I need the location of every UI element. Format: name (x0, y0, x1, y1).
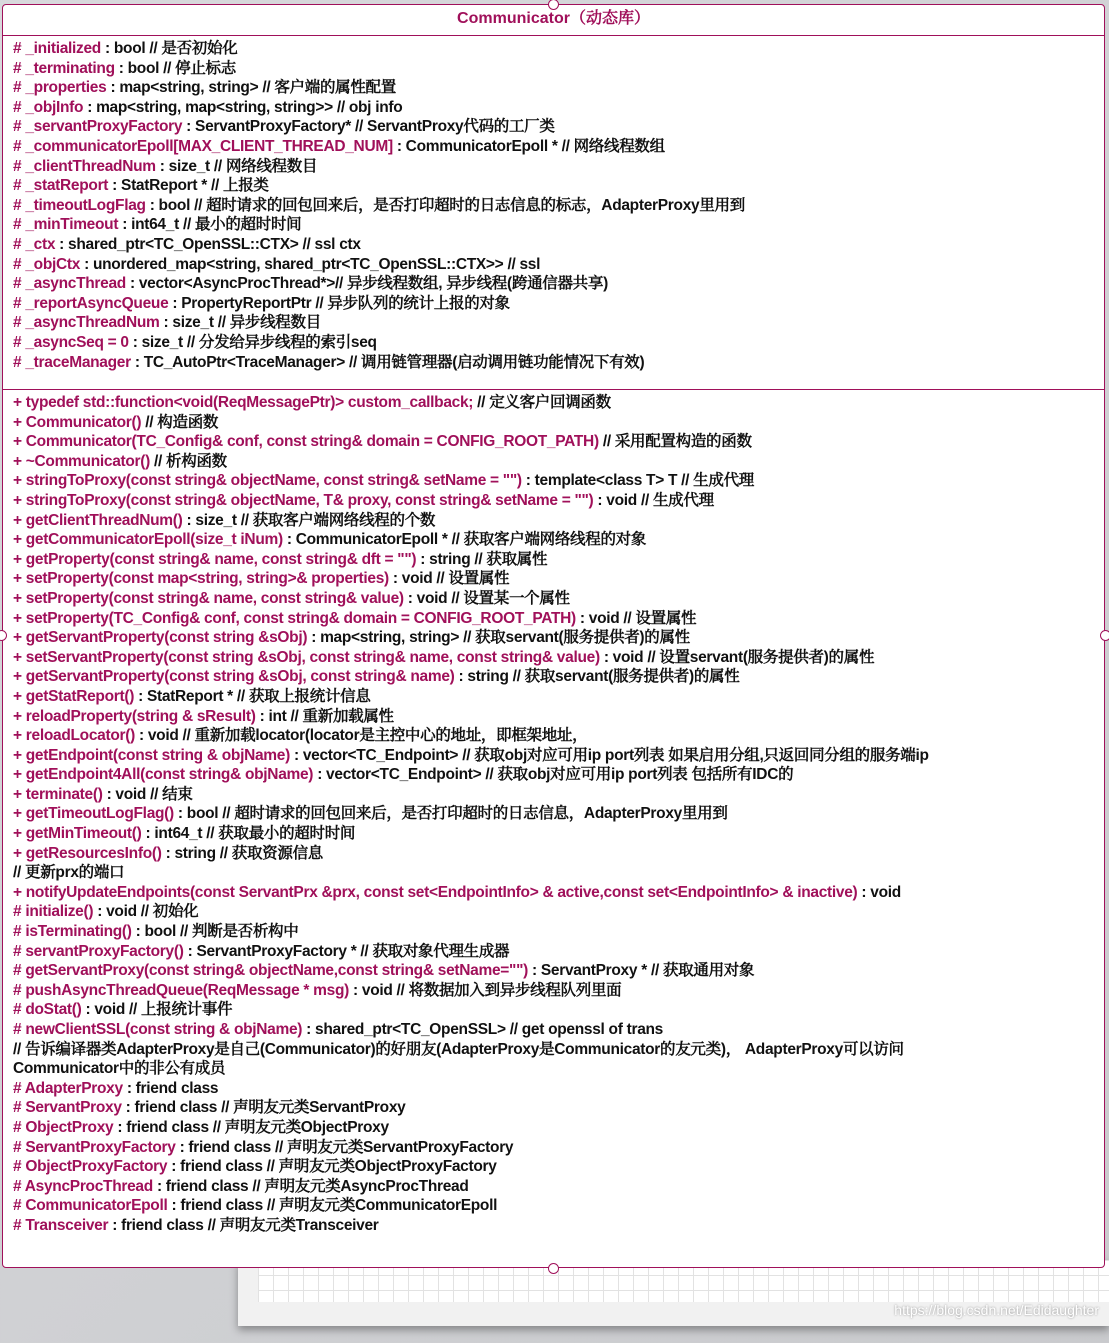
visibility-marker: + (13, 648, 26, 666)
operation-row[interactable] (13, 942, 1104, 962)
operation-row[interactable] (13, 1020, 1104, 1040)
attribute-row[interactable] (13, 157, 1104, 177)
visibility-marker: + (13, 629, 26, 647)
member-type-comment: : ServantProxyFactory * // 获取对象代理生成器 (183, 942, 510, 960)
visibility-marker: # (13, 962, 26, 980)
member-name: _traceManager (25, 353, 131, 371)
member-type-comment: : int64_t // 最小的超时时间 (118, 216, 302, 234)
member-name: _clientThreadNum (25, 157, 156, 175)
visibility-marker: # (13, 1177, 25, 1195)
visibility-marker: + (13, 785, 26, 803)
operation-row[interactable] (13, 961, 1104, 981)
operation-row[interactable] (13, 1000, 1104, 1020)
member-type-comment: : string // 获取资源信息 (161, 844, 323, 862)
member-type-comment: : friend class // 声明友元类Transceiver (108, 1216, 379, 1234)
operation-row[interactable] (13, 609, 1104, 629)
member-type-comment: // 告诉编译器类AdapterProxy是自己(Communicator)的好朋友(AdapterProxy是Communicator的友元类)， AdapterProxy可以访问 (13, 1040, 904, 1058)
member-name: _asyncThreadNum (25, 314, 160, 332)
operation-row[interactable] (13, 511, 1104, 531)
operation-row[interactable] (13, 589, 1104, 609)
operation-row[interactable] (13, 569, 1104, 589)
member-type-comment: : void // 结束 (102, 785, 193, 803)
member-name: _asyncThread (25, 275, 126, 293)
member-type-comment: : CommunicatorEpoll * // 获取客户端网络线程的对象 (282, 531, 647, 549)
member-name: getCommunicatorEpoll(size_t iNum) (25, 531, 283, 549)
member-name: ObjectProxyFactory (25, 1158, 168, 1176)
operation-row[interactable] (13, 844, 1104, 864)
member-name: getServantProperty(const string &sObj) (25, 629, 308, 647)
operation-row[interactable] (13, 1098, 1104, 1118)
attribute-row[interactable] (13, 215, 1104, 235)
member-name: initialize() (25, 903, 94, 921)
resize-handle-bottom[interactable] (548, 1263, 559, 1274)
operation-row[interactable] (13, 824, 1104, 844)
visibility-marker: # (13, 981, 26, 999)
operation-row[interactable] (13, 707, 1104, 727)
member-type-comment: : StatReport * // 获取上报统计信息 (134, 687, 371, 705)
operation-row[interactable] (13, 1040, 1104, 1060)
member-name: Communicator() (25, 413, 142, 431)
visibility-marker: + (13, 491, 26, 509)
operation-row[interactable] (13, 785, 1104, 805)
visibility-marker: # (13, 59, 26, 77)
member-type-comment: : void // 设置某一个属性 (403, 589, 570, 607)
attribute-row[interactable] (13, 196, 1104, 216)
operation-row[interactable] (13, 804, 1104, 824)
visibility-marker: # (13, 196, 26, 214)
visibility-marker: # (13, 177, 26, 195)
member-name: terminate() (25, 785, 103, 803)
member-name: _asyncSeq = 0 (25, 333, 129, 351)
member-type-comment: : shared_ptr<TC_OpenSSL::CTX> // ssl ctx (55, 235, 361, 253)
member-name: _terminating (25, 59, 115, 77)
member-type-comment: : void // 生成代理 (593, 491, 714, 509)
member-type-comment: : void (857, 883, 901, 901)
member-type-comment: : void // 设置属性 (575, 609, 697, 627)
attribute-row[interactable] (13, 274, 1104, 294)
member-name: setProperty(const string& name, const string& value) (25, 589, 404, 607)
operation-row[interactable] (13, 471, 1104, 491)
attribute-row[interactable] (13, 78, 1104, 98)
member-type-comment: : friend class // 声明友元类AsyncProcThread (152, 1177, 469, 1195)
member-type-comment: : vector<TC_Endpoint> // 获取obj对应可用ip port列表 如果启用分组,只返回同分组的服务端ip (289, 746, 929, 764)
member-name: getStatReport() (25, 687, 135, 705)
visibility-marker: # (13, 1216, 26, 1234)
operation-row[interactable] (13, 628, 1104, 648)
member-name: newClientSSL(const string & objName) (25, 1021, 303, 1038)
visibility-marker: # (13, 1079, 25, 1097)
member-type-comment: : void // 重新加载locator(locator是主控中心的地址，即框架地址， (134, 727, 588, 745)
member-type-comment: : size_t // 分发给异步线程的索引seq (128, 333, 377, 351)
operation-row[interactable] (13, 413, 1104, 433)
visibility-marker: # (13, 1158, 26, 1176)
visibility-marker: # (13, 353, 26, 371)
attribute-row[interactable] (13, 98, 1104, 118)
member-type-comment: : int64_t // 获取最小的超时时间 (141, 825, 356, 843)
visibility-marker: # (13, 314, 26, 332)
member-name: Transceiver (25, 1216, 109, 1234)
member-name: _communicatorEpoll[MAX_CLIENT_THREAD_NUM] (25, 137, 393, 155)
member-type-comment: // 采用配置构造的函数 (598, 433, 752, 451)
member-name: AsyncProcThread (24, 1177, 153, 1195)
attribute-row[interactable] (13, 137, 1104, 157)
member-name: getProperty(const string& name, const string& dft = "") (25, 550, 417, 568)
visibility-marker: + (13, 727, 26, 745)
operation-row[interactable] (13, 746, 1104, 766)
operations-compartment (3, 390, 1104, 1236)
member-name: getClientThreadNum() (25, 511, 183, 529)
operation-row[interactable] (13, 726, 1104, 746)
member-name: getMinTimeout() (25, 825, 142, 843)
attribute-row[interactable] (13, 59, 1104, 79)
member-name: getEndpoint4All(const string& objName) (25, 766, 314, 784)
visibility-marker: + (13, 805, 26, 823)
member-type-comment: : bool // 判断是否析构中 (131, 923, 299, 941)
member-name: doStat() (25, 1001, 82, 1019)
operation-row[interactable] (13, 550, 1104, 570)
visibility-marker: + (13, 433, 26, 451)
visibility-marker: + (13, 668, 26, 686)
visibility-marker: # (13, 98, 26, 116)
member-type-comment: : string // 获取属性 (416, 550, 548, 568)
member-name: isTerminating() (25, 923, 132, 941)
visibility-marker: # (13, 923, 26, 941)
visibility-marker: # (13, 1001, 26, 1019)
member-type-comment: : bool // 超时请求的回包回来后，是否打印超时的日志信息的标志，AdapterProxy里用到 (145, 196, 745, 214)
operation-row[interactable] (13, 530, 1104, 550)
member-name: _objCtx (25, 255, 81, 273)
member-type-comment: : bool // 超时请求的回包回来后，是否打印超时的日志信息，AdapterProxy里用到 (173, 805, 728, 823)
visibility-marker: # (13, 255, 26, 273)
member-name: notifyUpdateEndpoints(const ServantPrx &prx, const set<EndpointInfo> & active,const set<EndpointInfo> & inactive) (25, 883, 858, 901)
member-type-comment: : TC_AutoPtr<TraceManager> // 调用链管理器(启动调用链功能情况下有效) (130, 353, 645, 371)
operation-row[interactable] (13, 393, 1104, 413)
member-name: _statReport (25, 177, 109, 195)
visibility-marker: + (13, 883, 26, 901)
visibility-marker: + (13, 746, 26, 764)
member-name: AdapterProxy (24, 1079, 123, 1097)
resize-handle-right[interactable] (1100, 630, 1109, 641)
member-name: Communicator(TC_Config& conf, const string& domain = CONFIG_ROOT_PATH) (25, 433, 599, 451)
member-name: typedef std::function<void(ReqMessagePtr)> custom_callback; (25, 394, 474, 411)
member-type-comment: : bool // 停止标志 (114, 59, 236, 77)
visibility-marker: # (13, 157, 26, 175)
member-name: _minTimeout (25, 216, 119, 234)
visibility-marker: # (13, 942, 26, 960)
visibility-marker: + (13, 707, 26, 725)
member-type-comment: : int // 重新加载属性 (255, 707, 394, 725)
member-name: reloadProperty(string & sResult) (25, 707, 256, 725)
member-type-comment: : string // 获取servant(服务提供者)的属性 (454, 668, 740, 686)
member-name: getServantProperty(const string &sObj, const string& name) (25, 668, 455, 686)
visibility-marker: + (13, 766, 26, 784)
member-type-comment: : PropertyReportPtr // 异步队列的统计上报的对象 (168, 294, 510, 312)
member-type-comment: : size_t // 网络线程数目 (155, 157, 318, 175)
member-type-comment: // 定义客户回调函数 (473, 394, 611, 411)
member-name: _reportAsyncQueue (25, 294, 169, 312)
member-name: pushAsyncThreadQueue(ReqMessage * msg) (25, 981, 349, 999)
member-name: getServantProxy(const string& objectName,const string& setName="") (25, 962, 528, 980)
operation-row[interactable] (13, 452, 1104, 472)
member-type-comment: : friend class // 声明友元类ObjectProxyFactory (167, 1158, 497, 1176)
visibility-marker: # (13, 294, 26, 312)
member-name: setProperty(TC_Config& conf, const string& domain = CONFIG_ROOT_PATH) (25, 609, 576, 627)
visibility-marker: # (13, 235, 26, 253)
operation-row[interactable] (13, 1196, 1104, 1216)
member-type-comment: : map<string, map<string, string>> // obj info (83, 98, 403, 116)
member-name: stringToProxy(const string& objectName, const string& setName = "") (25, 472, 522, 490)
member-type-comment: : vector<TC_Endpoint> // 获取obj对应可用ip port列表 包括所有IDC的 (313, 766, 794, 784)
operation-row[interactable] (13, 1216, 1104, 1236)
visibility-marker: # (13, 1021, 26, 1038)
visibility-marker: + (13, 452, 26, 470)
watermark: https://blog.csdn.net/Edidaughter (894, 1302, 1099, 1318)
visibility-marker: + (13, 589, 26, 607)
operation-row[interactable] (13, 687, 1104, 707)
visibility-marker: # (13, 137, 26, 155)
member-name: reloadLocator() (25, 727, 135, 745)
member-type-comment: : void // 初始化 (93, 903, 199, 921)
visibility-marker: # (13, 216, 26, 234)
member-type-comment: : shared_ptr<TC_OpenSSL> // get openssl of trans (302, 1021, 663, 1038)
operation-row[interactable] (13, 883, 1104, 903)
member-type-comment: : template<class T> T // 生成代理 (521, 472, 754, 490)
visibility-marker: # (13, 1197, 26, 1215)
attribute-row[interactable] (13, 294, 1104, 314)
operation-row[interactable] (13, 922, 1104, 942)
visibility-marker: # (13, 1138, 26, 1156)
canvas-sheet (238, 1260, 1109, 1326)
attribute-row[interactable] (13, 333, 1104, 353)
visibility-marker: # (13, 1099, 26, 1117)
operation-row[interactable] (13, 981, 1104, 1001)
member-name: ServantProxyFactory (25, 1138, 176, 1156)
member-type-comment: : void // 设置servant(服务提供者)的属性 (599, 648, 875, 666)
visibility-marker: + (13, 844, 26, 862)
class-title: Communicator（动态库） (3, 5, 1104, 36)
visibility-marker: + (13, 609, 26, 627)
operation-row[interactable] (13, 1138, 1104, 1158)
visibility-marker: + (13, 511, 26, 529)
member-name: ServantProxy (25, 1099, 122, 1117)
operation-row[interactable] (13, 667, 1104, 687)
attribute-row[interactable] (13, 39, 1104, 59)
visibility-marker: + (13, 472, 26, 490)
visibility-marker: # (13, 40, 26, 57)
attribute-row[interactable] (13, 353, 1104, 373)
member-type-comment: : ServantProxy * // 获取通用对象 (527, 962, 755, 980)
member-name: _objInfo (25, 98, 84, 116)
member-name: _properties (25, 79, 107, 97)
visibility-marker: # (13, 118, 26, 136)
member-type-comment: : void // 将数据加入到异步线程队列里面 (349, 981, 622, 999)
attribute-row[interactable] (13, 176, 1104, 196)
member-name: _ctx (25, 235, 56, 253)
member-type-comment: // 析构函数 (150, 452, 227, 470)
member-type-comment: : friend class // 声明友元类ObjectProxy (113, 1118, 389, 1136)
attribute-row[interactable] (13, 117, 1104, 137)
visibility-marker: + (13, 550, 26, 568)
operation-row[interactable] (13, 432, 1104, 452)
operation-row[interactable] (13, 765, 1104, 785)
member-type-comment: : friend class // 声明友元类ServantProxyFactory (175, 1138, 514, 1156)
visibility-marker: # (13, 79, 26, 97)
member-name: servantProxyFactory() (25, 942, 184, 960)
operation-row[interactable] (13, 648, 1104, 668)
member-name: stringToProxy(const string& objectName, T& proxy, const string& setName = "") (25, 491, 594, 509)
member-type-comment: : friend class (122, 1079, 219, 1097)
visibility-marker: + (13, 413, 26, 431)
member-name: ObjectProxy (25, 1118, 114, 1136)
operation-row[interactable] (13, 1079, 1104, 1099)
attributes-compartment (3, 36, 1104, 390)
attribute-row[interactable] (13, 235, 1104, 255)
member-name: getTimeoutLogFlag() (25, 805, 174, 823)
member-name: CommunicatorEpoll (25, 1197, 168, 1215)
member-type-comment: Communicator中的非公有成员 (13, 1060, 226, 1078)
operation-row[interactable] (13, 491, 1104, 511)
member-name: _timeoutLogFlag (25, 196, 146, 214)
member-type-comment: : map<string, string> // 客户端的属性配置 (106, 79, 396, 97)
operation-row[interactable] (13, 863, 1104, 883)
member-type-comment: // 更新prx的端口 (13, 864, 125, 882)
operation-row[interactable] (13, 1157, 1104, 1177)
member-type-comment: : unordered_map<string, shared_ptr<TC_OpenSSL::CTX>> // ssl (80, 255, 541, 273)
attribute-row[interactable] (13, 313, 1104, 333)
member-type-comment: : size_t // 异步线程数目 (159, 314, 321, 332)
member-name: setServantProperty(const string &sObj, const string& name, const string& value) (25, 648, 600, 666)
member-name: ~Communicator() (25, 452, 151, 470)
operation-row[interactable] (13, 902, 1104, 922)
member-name: getResourcesInfo() (25, 844, 162, 862)
operation-row[interactable] (13, 1177, 1104, 1197)
visibility-marker: # (13, 1118, 26, 1136)
member-type-comment: // 构造函数 (141, 413, 219, 431)
member-name: _servantProxyFactory (25, 118, 183, 136)
member-type-comment: : void // 上报统计事件 (81, 1001, 233, 1019)
member-name: getEndpoint(const string & objName) (25, 746, 290, 764)
visibility-marker: + (13, 570, 26, 588)
operation-row[interactable] (13, 1118, 1104, 1138)
visibility-marker: # (13, 275, 26, 293)
member-type-comment: : ServantProxyFactory* // ServantProxy代码的工厂类 (182, 118, 555, 136)
member-type-comment: : friend class // 声明友元类CommunicatorEpoll (167, 1197, 498, 1215)
member-type-comment: : vector<AsyncProcThread*>// 异步线程数组, 异步线程(跨通信器共享) (125, 275, 608, 293)
member-type-comment: : void // 设置属性 (388, 570, 510, 588)
member-type-comment: : size_t // 获取客户端网络线程的个数 (182, 511, 436, 529)
member-type-comment: : bool // 是否初始化 (100, 40, 238, 57)
uml-class-communicator[interactable] (2, 4, 1105, 1268)
visibility-marker: # (13, 333, 26, 351)
attribute-row[interactable] (13, 255, 1104, 275)
member-name: setProperty(const map<string, string>& properties) (25, 570, 389, 588)
operation-row[interactable] (13, 1059, 1104, 1079)
member-type-comment: : map<string, string> // 获取servant(服务提供者)的属性 (307, 629, 690, 647)
visibility-marker: + (13, 825, 26, 843)
member-type-comment: : StatReport * // 上报类 (108, 177, 269, 195)
visibility-marker: + (13, 531, 26, 549)
visibility-marker: + (13, 687, 26, 705)
member-type-comment: : friend class // 声明友元类ServantProxy (121, 1099, 406, 1117)
visibility-marker: + (13, 394, 26, 411)
visibility-marker: # (13, 903, 26, 921)
member-name: _initialized (25, 40, 101, 57)
member-type-comment: : CommunicatorEpoll * // 网络线程数组 (392, 137, 665, 155)
